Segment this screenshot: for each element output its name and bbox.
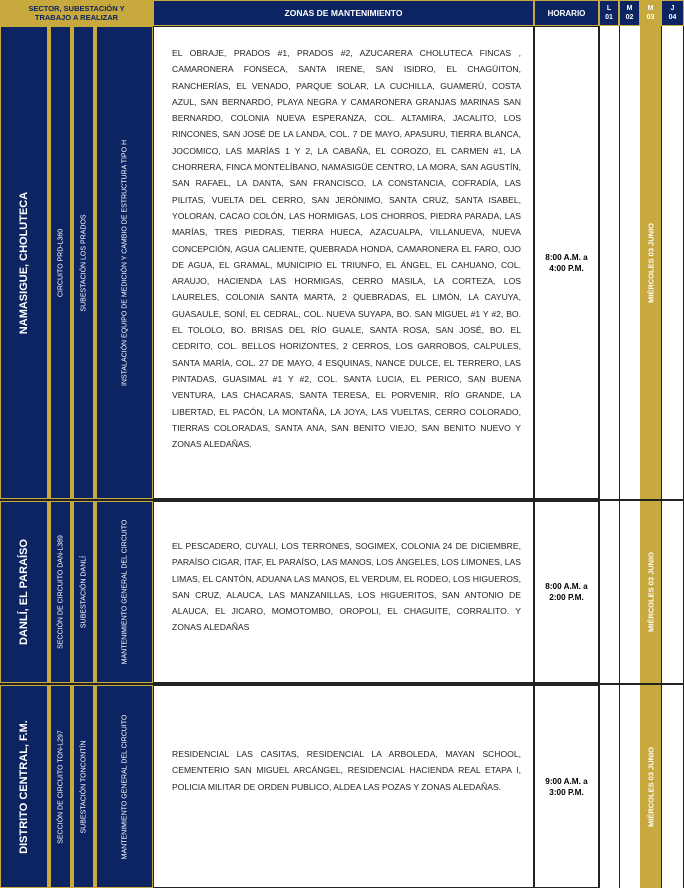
day-column-4 xyxy=(661,26,684,888)
row1-horario-end: 4:00 P.M. xyxy=(549,263,584,273)
header-day-letter: M xyxy=(647,5,654,12)
row2-subestacion-label: SUBESTACIÓN DANLÍ xyxy=(80,555,87,629)
row3-trabajo xyxy=(96,685,153,888)
row3-dia-label: MIÉRCOLES 03 JUNIO xyxy=(646,746,655,827)
header-day-3 xyxy=(640,0,661,26)
row1-horario xyxy=(534,26,599,499)
row1-horario-start: 8:00 A.M. a xyxy=(545,252,588,262)
header-zonas-label: ZONAS DE MANTENIMIENTO xyxy=(284,8,403,18)
header-sector-line2: TRABAJO A REALIZAR xyxy=(34,13,119,22)
row1-circuito-label: CIRCUITO PRD-L360 xyxy=(57,228,64,297)
header-day-2 xyxy=(619,0,640,26)
row3-subestacion xyxy=(73,685,94,888)
row-separator xyxy=(0,499,684,501)
header-day-number: 03 xyxy=(646,14,655,21)
row2-sector xyxy=(0,501,48,683)
row1-zonas xyxy=(153,26,534,499)
row1-sector-label: NAMASIGUE, CHOLUTECA xyxy=(18,191,30,334)
row1-trabajo-label: INSTALACIÓN EQUIPO DE MEDICIÓN Y CAMBIO DE ESTRUCTURA TIPO H xyxy=(121,139,128,386)
row2-dia-label: MIÉRCOLES 03 JUNIO xyxy=(646,551,655,633)
header-day-number: 02 xyxy=(625,14,634,21)
header-horario xyxy=(534,0,599,26)
row3-horario xyxy=(534,685,599,888)
row2-zonas-text: EL PESCADERO, CUYALI, LOS TERRONES, SOGIMEX, COLONIA 24 DE DICIEMBRE, PARAÍSO CIGAR, ITAF, EL PARAÍSO, LAS MANOS, LOS ÁNGELES, LOS LIMONES, LAS LIMAS, EL CANTÓN, ADUANA LAS MANOS, EL VERDUM, EL RODEO, LOS HIGUEROS, SAN CRUZ, ALAUCA, LAS MANZANILLAS, LOS HIGUERITOS, SAN ANTONIO DE ALAUCA, EL JICARO, MOMOTOMBO, OROPOLI, EL CHAGUITE, CORRALITO. Y ZONAS ALEDAÑAS xyxy=(172,541,521,633)
row3-zonas-text: RESIDENCIAL LAS CASITAS, RESIDENCIAL LA ARBOLEDA, MAYAN SCHOOL, CEMENTERIO SAN MIGUEL ARCÁNGEL, RESIDENCIAL HACIENDA REAL ETAPA I, POLICIA MILITAR DE ORDEN PUBLICO, ALDEA LAS POZAS Y ZONAS ALEDAÑAS. xyxy=(172,749,521,792)
header-day-4 xyxy=(661,0,684,26)
row2-zonas xyxy=(153,501,534,683)
row2-horario-end: 2:00 P.M. xyxy=(549,593,584,602)
row-separator xyxy=(0,683,684,685)
day-column-2 xyxy=(619,26,640,888)
header-day-number: 04 xyxy=(668,14,677,21)
header-day-number: 01 xyxy=(605,14,613,21)
row1-zonas-text: EL OBRAJE, PRADOS #1, PRADOS #2, AZUCARERA CHOLUTECA FINCAS , CAMARONERA FONSECA, SANTA IRENE, SAN ISIDRO, EL CHAGÜITON, RANCHERÍAS, EL VENADO, PARQUE SOLAR, LA CUCHILLA, GUAMERÚ, COSTA AZUL, SAN BERNARDO, PLAYA NEGRA Y CAMARONERA GRANJAS MARINAS SAN BERNARDO, COLONIA NUEVA ESPERANZA, COL. ALTAMIRA, JACALITO, LOS RINCONES, SAN JOSÉ DE LA LANDA, COL. 7 DE MAYO, APASURU, TIERRA BLANCA, JOCOMICO, LAS MARÍAS 1 Y 2, LA CABAÑA, EL COROZO, EL CARMEN #1, LA CHORRERA, FINCA MONTELÍBANO, NAMASIGÜE CENTRO, LA MORA, SAN AGUSTÍN, SAN RAFAEL, LA DANTA, SAN FRANCISCO, LA CONSTANCIA, COFRADÍA, LAS PILITAS, VUELTA DEL CERRO, SAN JERÓNIMO, SANTA CRUZ, SANTA ISABEL, YOLORAN, CACAO COLÓN, LAS HORMIGAS, LOS CHORROS, PIEDRA PARADA, LAS MARÍAS, TRES PIEDRAS, TIERRA HUECA, AZACUALPA, VILLANUEVA, NUEVA CONCEPCIÓN, AGUA CALIENTE, QUEBRADA HONDA, CAMARONERA EL FARO, OJO DE AGUA, EL GRAMAL, MUNICIPIO EL TRIUNFO, EL ÁNGEL, EL CAHUANO, COL. ARAUJO, HACIENDA LAS HORMIGAS, CERRO MASILA, LA CORTEZA, LOS LAURELES, COLONIA SANTA MARTA, 2 QUEBRADAS, EL LIMÓN, LA CAYUYA, GUASAULE, SONÍ, EL CEDRAL, COL. NUEVA SUYAPA, BO. SAN MIGUEL #1 Y #2, BO. EL TOLOLO, BO. BRISAS DEL RÍO GUALE, SANTA ROSA, SAN JOSÉ, BO. EL CEDRITO, COL. BELLOS HORIZONTES, 2 CERROS, LOS GARROBOS, CALPULES, SANTA MARÍA, COL. 27 DE MAYO, 4 ESQUINAS, NANCE DULCE, EL TERRERO, LAS PINTADAS, GUASIMAL #1 Y #2, COL. SANTA LUCIA, EL PERICO, SAN BUENA VENTURA, LAS CHACARAS, SANTA TERESA, EL PORVENIR, RÍO GRANDE, LA LIBERTAD, EL PACÓN, LA MONTAÑA, LA JOYA, LAS VUELTAS, CERRO COLORADO, TIERRAS COLORADAS, SANTA ANA, SAN BENITO VIEJO, SAN BENITO NUEVO Y ZONAS ALEDAÑAS. xyxy=(172,48,521,450)
header-sector xyxy=(0,0,153,26)
row3-trabajo-label: MANTENIMIENTO GENERAL DEL CIRCUITO xyxy=(121,714,128,859)
row3-zonas xyxy=(153,685,534,888)
row2-dia xyxy=(640,501,661,683)
header-zonas xyxy=(153,0,534,26)
row1-dia xyxy=(640,26,661,499)
row3-circuito-label: SECCIÓN DE CIRCUITO TON-L297 xyxy=(57,729,64,844)
row2-subestacion xyxy=(73,501,94,683)
header-sector-line1: SECTOR, SUBESTACIÓN Y xyxy=(28,4,125,13)
row2-trabajo xyxy=(96,501,153,683)
header-day-letter: J xyxy=(670,5,675,12)
row1-circuito xyxy=(50,26,71,499)
row3-horario-start: 9:00 A.M. a xyxy=(545,776,588,786)
day-column-1 xyxy=(599,26,619,888)
row3-sector-label: DISTRITO CENTRAL, F.M. xyxy=(18,719,30,854)
row3-circuito xyxy=(50,685,71,888)
header-day-1 xyxy=(599,0,619,26)
row2-circuito xyxy=(50,501,71,683)
row2-trabajo-label: MANTENIMIENTO GENERAL DEL CIRCUITO xyxy=(121,519,128,665)
row1-trabajo xyxy=(96,26,153,499)
header-day-letter: M xyxy=(626,5,633,12)
row1-subestacion xyxy=(73,26,94,499)
header-horario-label: HORARIO xyxy=(547,8,586,18)
row2-horario-start: 8:00 A.M. a xyxy=(545,582,588,591)
row3-horario-end: 3:00 P.M. xyxy=(549,787,584,797)
header-day-letter: L xyxy=(606,5,612,12)
row3-sector xyxy=(0,685,48,888)
row3-dia xyxy=(640,685,661,888)
row1-sector xyxy=(0,26,48,499)
row2-circuito-label: SECCIÓN DE CIRCUITO DAN-L389 xyxy=(57,535,64,649)
row3-subestacion-label: SUBESTACIÓN TONCONTÍN xyxy=(80,740,87,833)
row1-dia-label: MIÉRCOLES 03 JUNIO xyxy=(646,222,655,303)
row2-horario xyxy=(534,501,599,683)
row2-sector-label: DANLÍ, EL PARAÍSO xyxy=(18,539,30,645)
row1-subestacion-label: SUBESTACIÓN LOS PRADOS xyxy=(80,213,87,312)
